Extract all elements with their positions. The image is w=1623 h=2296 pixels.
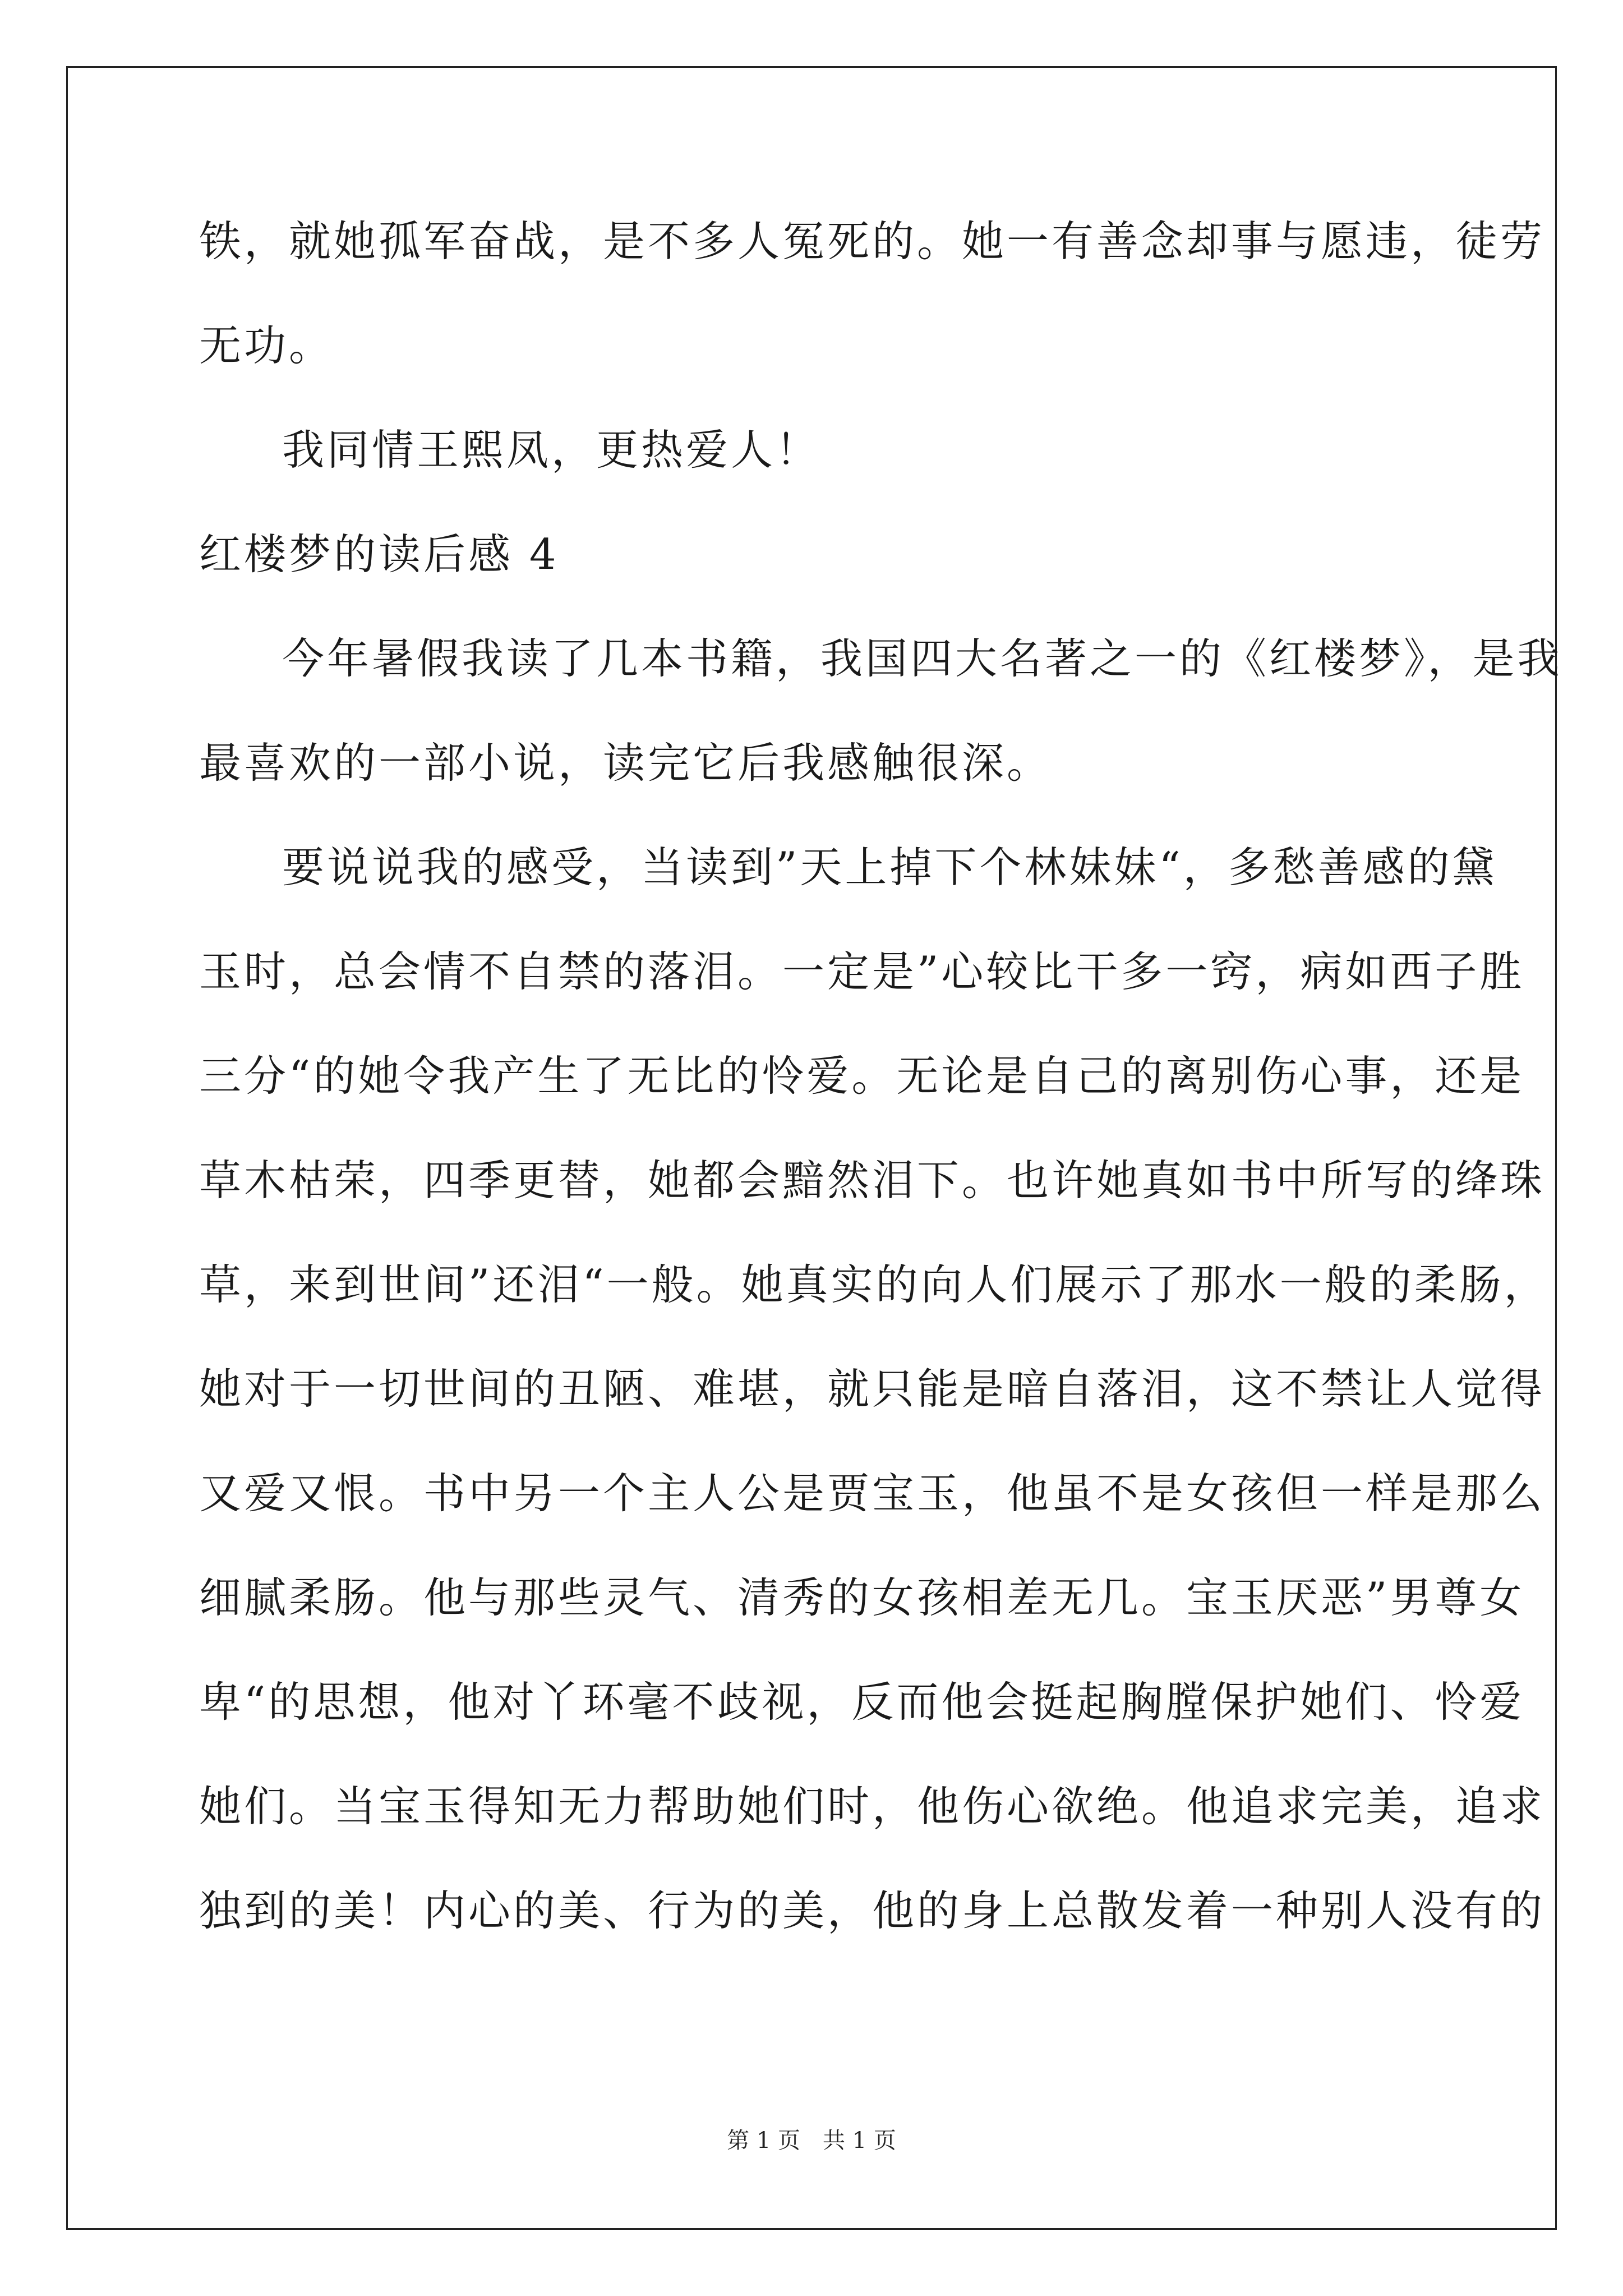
text-line: 无功。 [199, 321, 334, 370]
text-line: 又爱又恨。书中另一个主人公是贾宝玉，他虽不是女孩但一样是那么 [199, 1469, 1546, 1518]
section-heading: 红楼梦的读后感 4 [199, 530, 559, 579]
text-line: 三分“的她令我产生了无比的怜爱。无论是自己的离别伤心事，还是 [199, 1051, 1525, 1101]
text-line: 她对于一切世间的丑陋、难堪，就只能是暗自落泪，这不禁让人觉得 [199, 1364, 1546, 1414]
text-line: 独到的美！内心的美、行为的美，他的身上总散发着一种别人没有的 [199, 1886, 1546, 1935]
text-line: 要说说我的感受，当读到”天上掉下个林妹妹“，多愁善感的黛 [282, 843, 1497, 892]
text-line: 草木枯荣，四季更替，她都会黯然泪下。也许她真如书中所写的绛珠 [199, 1156, 1546, 1205]
text-line: 铁，就她孤军奋战，是不多人冤死的。她一有善念却事与愿违，徒劳 [199, 217, 1546, 266]
text-line: 她们。当宝玉得知无力帮助她们时，他伤心欲绝。他追求完美，追求 [199, 1782, 1546, 1831]
page-footer: 第 1 页 共 1 页 [727, 2128, 896, 2154]
text-line: 今年暑假我读了几本书籍，我国四大名著之一的《红楼梦》，是我 [282, 634, 1562, 683]
text-line: 卑“的思想，他对丫环毫不歧视，反而他会挺起胸膛保护她们、怜爱 [199, 1677, 1525, 1727]
text-line: 细腻柔肠。他与那些灵气、清秀的女孩相差无几。宝玉厌恶”男尊女 [199, 1573, 1525, 1622]
document-body [199, 208, 1562, 2115]
text-line: 最喜欢的一部小说，读完它后我感触很深。 [199, 738, 1052, 788]
text-line: 草，来到世间”还泪“一般。她真实的向人们展示了那水一般的柔肠， [199, 1260, 1549, 1309]
text-line: 玉时，总会情不自禁的落泪。一定是”心较比干多一窍，病如西子胜 [199, 947, 1525, 996]
text-line: 我同情王熙凤，更热爱人！ [282, 425, 821, 475]
